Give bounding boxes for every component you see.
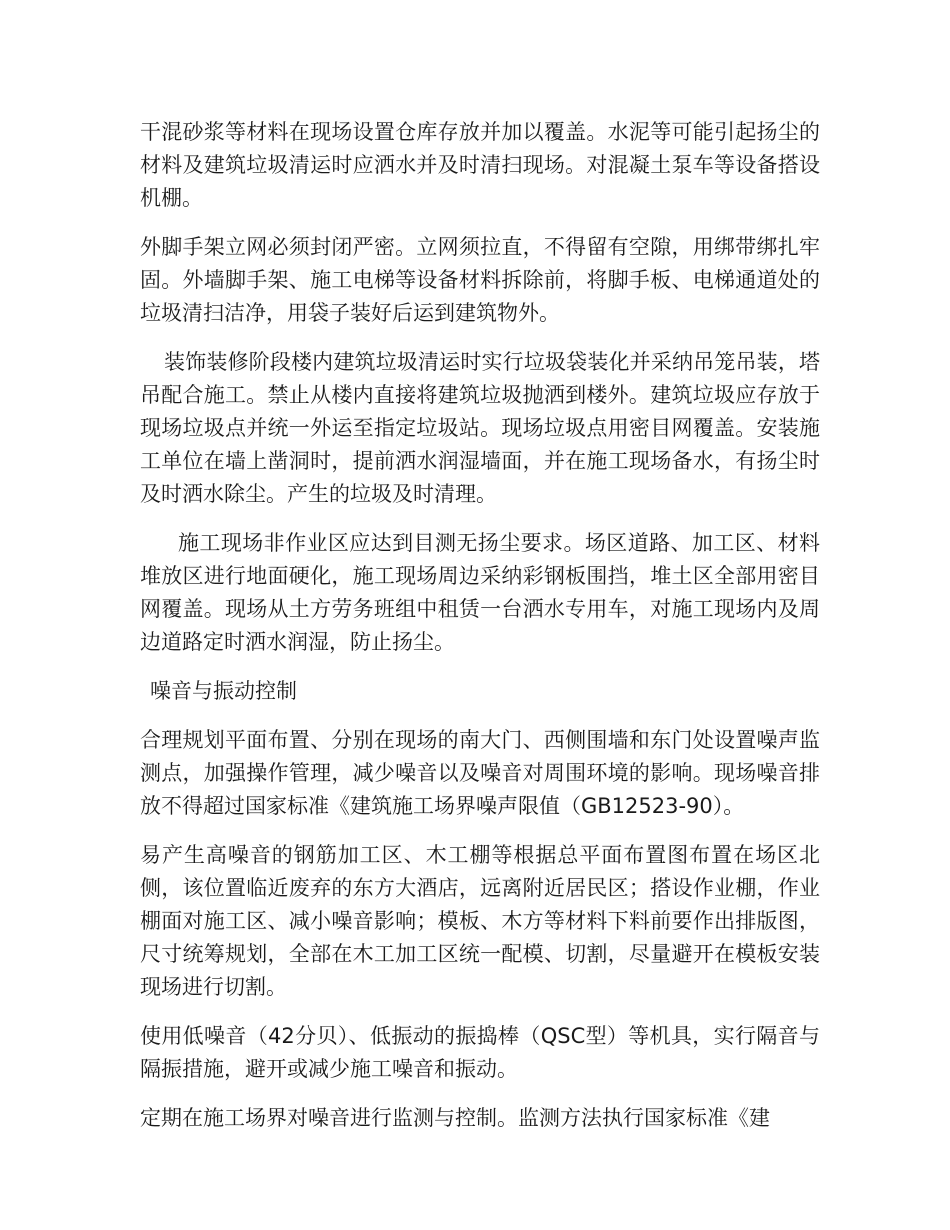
paragraph-noise-monitoring: 合理规划平面布置、分别在现场的南大门、西侧围墙和东门处设置噪声监测点，加强操作管理，减少噪音以及噪音对周围环境的影响。现场噪音排放不得超过国家标准《建筑施工场界噪声限值（GB12523-90）。 [140,728,820,818]
section-heading-noise: 噪音与振动控制 [150,679,297,703]
document-body [140,116,820,1151]
paragraph-decoration-waste: 装饰装修阶段楼内建筑垃圾清运时实行垃圾袋装化并采纳吊笼吊装，塔吊配合施工。禁止从楼内直接将建筑垃圾抛洒到楼外。建筑垃圾应存放于现场垃圾点并统一外运至指定垃圾站。现场垃圾点用密目网覆盖。安装施工单位在墙上凿洞时，提前洒水润湿墙面，并在施工现场备水，有扬尘时及时洒水除尘。产生的垃圾及时清理。 [140,350,820,506]
paragraph-noise-measurement: 定期在施工场界对噪音进行监测与控制。监测方法执行国家标准《建 [140,1106,770,1130]
paragraph-scaffold-net: 外脚手架立网必须封闭严密。立网须拉直，不得留有空隙，用绑带绑扎牢固。外墙脚手架、施工电梯等设备材料拆除前，将脚手板、电梯通道处的垃圾清扫洁净，用袋子装好后运到建筑物外。 [140,235,820,325]
paragraph-noise-layout: 易产生高噪音的钢筋加工区、木工棚等根据总平面布置图布置在场区北侧，该位置临近废弃的东方大酒店，远离附近居民区；搭设作业棚，作业棚面对施工区、减小噪音影响；模板、木方等材料下料前要作出排版图，尺寸统筹规划，全部在木工加工区统一配模、切割，尽量避开在模板安装现场进行切割。 [140,843,820,999]
paragraph-low-noise-equipment: 使用低噪音（42分贝）、低振动的振捣棒（QSC型）等机具，实行隔音与隔振措施，避开或减少施工噪音和振动。 [140,1024,820,1081]
paragraph-dust-control: 施工现场非作业区应达到目测无扬尘要求。场区道路、加工区、材料堆放区进行地面硬化，施工现场周边采纳彩钢板围挡，堆土区全部用密目网覆盖。现场从土方劳务班组中租赁一台洒水专用车，对施工现场内及周边道路定时洒水润湿，防止扬尘。 [140,531,820,654]
paragraph-mortar-storage: 干混砂浆等材料在现场设置仓库存放并加以覆盖。水泥等可能引起扬尘的材料及建筑垃圾清运时应洒水并及时清扫现场。对混凝土泵车等设备搭设机棚。 [140,120,820,210]
